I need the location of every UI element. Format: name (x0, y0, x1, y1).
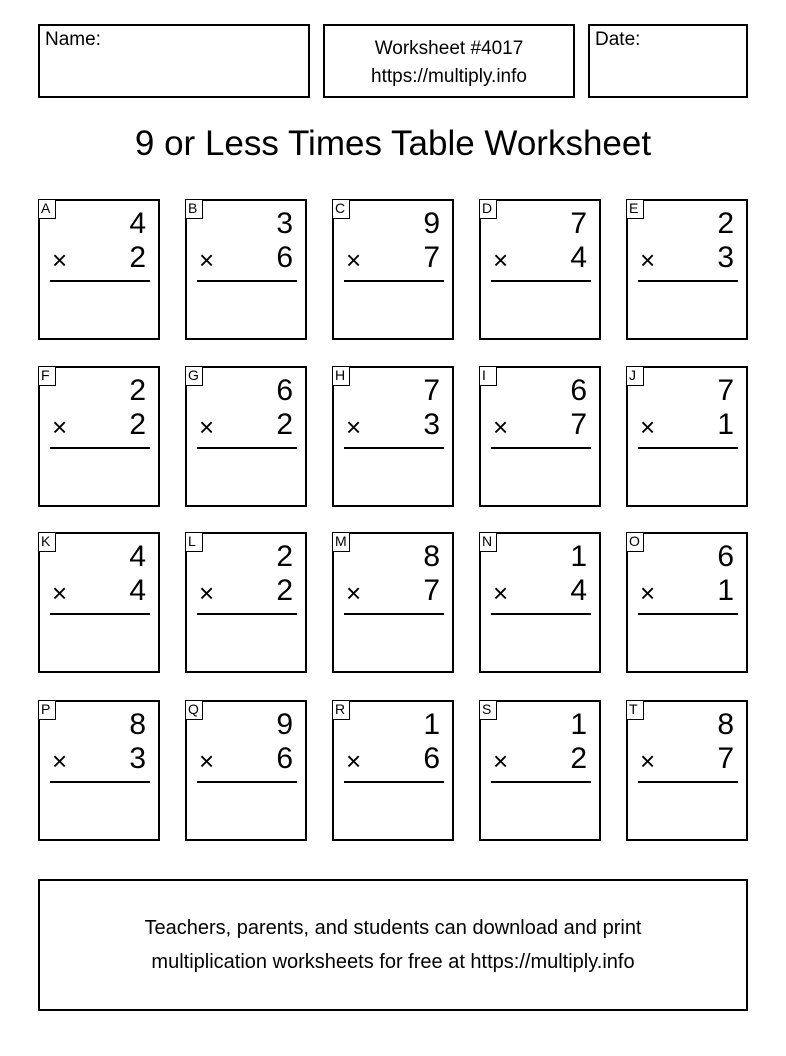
multiplier: 3 (129, 742, 146, 775)
times-sign: × (52, 578, 68, 608)
problem-card[interactable] (332, 700, 454, 841)
answer-line (638, 447, 738, 449)
page-title: 9 or Less Times Table Worksheet (134, 124, 652, 163)
multiplicand: 1 (570, 540, 587, 573)
times-sign: × (52, 746, 68, 776)
multiplicand: 3 (276, 207, 293, 240)
multiplier: 7 (423, 574, 440, 607)
times-sign: × (493, 412, 509, 442)
answer-line (50, 781, 150, 783)
problem-letter: O (626, 532, 644, 552)
problem-letter: Q (185, 700, 203, 720)
problem-card[interactable] (185, 532, 307, 673)
answer-line (50, 613, 150, 615)
problem-card[interactable] (38, 532, 160, 673)
multiplicand: 7 (717, 374, 734, 407)
multiplicand: 8 (129, 708, 146, 741)
problem-card[interactable] (332, 366, 454, 507)
multiplicand: 4 (129, 207, 146, 240)
multiplicand: 8 (717, 708, 734, 741)
problem-card[interactable] (38, 366, 160, 507)
answer-line (197, 447, 297, 449)
multiplier: 3 (717, 241, 734, 274)
problem-card[interactable] (626, 532, 748, 673)
name-label: Name: (45, 29, 101, 50)
problem-card[interactable] (479, 366, 601, 507)
problem-letter: H (332, 366, 350, 386)
answer-line (638, 280, 738, 282)
problem-letter: A (38, 199, 56, 219)
answer-line (491, 447, 591, 449)
times-sign: × (52, 412, 68, 442)
problem-letter: S (479, 700, 497, 720)
times-sign: × (52, 245, 68, 275)
answer-line (344, 447, 444, 449)
problem-card[interactable] (38, 700, 160, 841)
problem-letter: T (626, 700, 644, 720)
problem-card[interactable] (185, 199, 307, 340)
multiplicand: 6 (717, 540, 734, 573)
problem-letter: G (185, 366, 203, 386)
footer-line-2: multiplication worksheets for free at https://multiply.info (151, 951, 635, 973)
multiplicand: 2 (717, 207, 734, 240)
times-sign: × (493, 746, 509, 776)
problem-card[interactable] (626, 199, 748, 340)
answer-line (344, 280, 444, 282)
problem-letter: C (332, 199, 350, 219)
problem-card[interactable] (479, 199, 601, 340)
multiplier: 3 (423, 408, 440, 441)
problem-letter: D (479, 199, 497, 219)
multiplier: 2 (570, 742, 587, 775)
answer-line (197, 280, 297, 282)
multiplier: 7 (717, 742, 734, 775)
problem-letter: F (38, 366, 56, 386)
date-label: Date: (595, 29, 641, 50)
multiplier: 2 (276, 408, 293, 441)
date-box[interactable] (588, 24, 748, 98)
times-sign: × (640, 746, 656, 776)
problem-card[interactable] (38, 199, 160, 340)
multiplier: 4 (570, 574, 587, 607)
multiplier: 2 (276, 574, 293, 607)
worksheet-number: Worksheet #4017 (374, 38, 524, 59)
multiplicand: 9 (276, 708, 293, 741)
multiplier: 4 (129, 574, 146, 607)
answer-line (344, 781, 444, 783)
multiplier: 1 (717, 574, 734, 607)
problem-letter: J (626, 366, 644, 386)
multiplicand: 6 (276, 374, 293, 407)
problem-letter: R (332, 700, 350, 720)
times-sign: × (199, 245, 215, 275)
multiplicand: 1 (570, 708, 587, 741)
problem-card[interactable] (185, 366, 307, 507)
answer-line (638, 613, 738, 615)
problem-letter: B (185, 199, 203, 219)
times-sign: × (346, 412, 362, 442)
name-box[interactable] (38, 24, 310, 98)
multiplier: 7 (570, 408, 587, 441)
problem-card[interactable] (479, 700, 601, 841)
problem-card[interactable] (332, 199, 454, 340)
multiplicand: 2 (129, 374, 146, 407)
times-sign: × (640, 578, 656, 608)
times-sign: × (493, 578, 509, 608)
multiplicand: 9 (423, 207, 440, 240)
multiplier: 6 (276, 742, 293, 775)
multiplier: 4 (570, 241, 587, 274)
multiplicand: 2 (276, 540, 293, 573)
answer-line (638, 781, 738, 783)
times-sign: × (199, 412, 215, 442)
multiplier: 2 (129, 408, 146, 441)
worksheet-url: https://multiply.info (371, 66, 527, 87)
times-sign: × (199, 746, 215, 776)
multiplicand: 1 (423, 708, 440, 741)
answer-line (491, 781, 591, 783)
times-sign: × (346, 746, 362, 776)
problem-card[interactable] (626, 366, 748, 507)
answer-line (197, 781, 297, 783)
times-sign: × (346, 245, 362, 275)
problem-letter: M (332, 532, 350, 552)
answer-line (197, 613, 297, 615)
multiplier: 1 (717, 408, 734, 441)
problem-card[interactable] (479, 532, 601, 673)
problem-letter: N (479, 532, 497, 552)
answer-line (491, 613, 591, 615)
times-sign: × (199, 578, 215, 608)
multiplicand: 7 (570, 207, 587, 240)
times-sign: × (346, 578, 362, 608)
multiplicand: 6 (570, 374, 587, 407)
multiplicand: 8 (423, 540, 440, 573)
multiplicand: 4 (129, 540, 146, 573)
multiplier: 6 (276, 241, 293, 274)
multiplier: 2 (129, 241, 146, 274)
problem-card[interactable] (185, 700, 307, 841)
times-sign: × (493, 245, 509, 275)
answer-line (344, 613, 444, 615)
footer-box (38, 879, 748, 1011)
times-sign: × (640, 245, 656, 275)
multiplier: 6 (423, 742, 440, 775)
problem-letter: E (626, 199, 644, 219)
multiplier: 7 (423, 241, 440, 274)
answer-line (491, 280, 591, 282)
times-sign: × (640, 412, 656, 442)
problem-card[interactable] (332, 532, 454, 673)
answer-line (50, 447, 150, 449)
answer-line (50, 280, 150, 282)
problem-card[interactable] (626, 700, 748, 841)
problem-letter: L (185, 532, 203, 552)
multiplicand: 7 (423, 374, 440, 407)
problem-letter: P (38, 700, 56, 720)
worksheet-info-box (323, 24, 575, 98)
problem-letter: I (479, 366, 497, 386)
footer-line-1: Teachers, parents, and students can download and print (144, 917, 642, 939)
problem-letter: K (38, 532, 56, 552)
